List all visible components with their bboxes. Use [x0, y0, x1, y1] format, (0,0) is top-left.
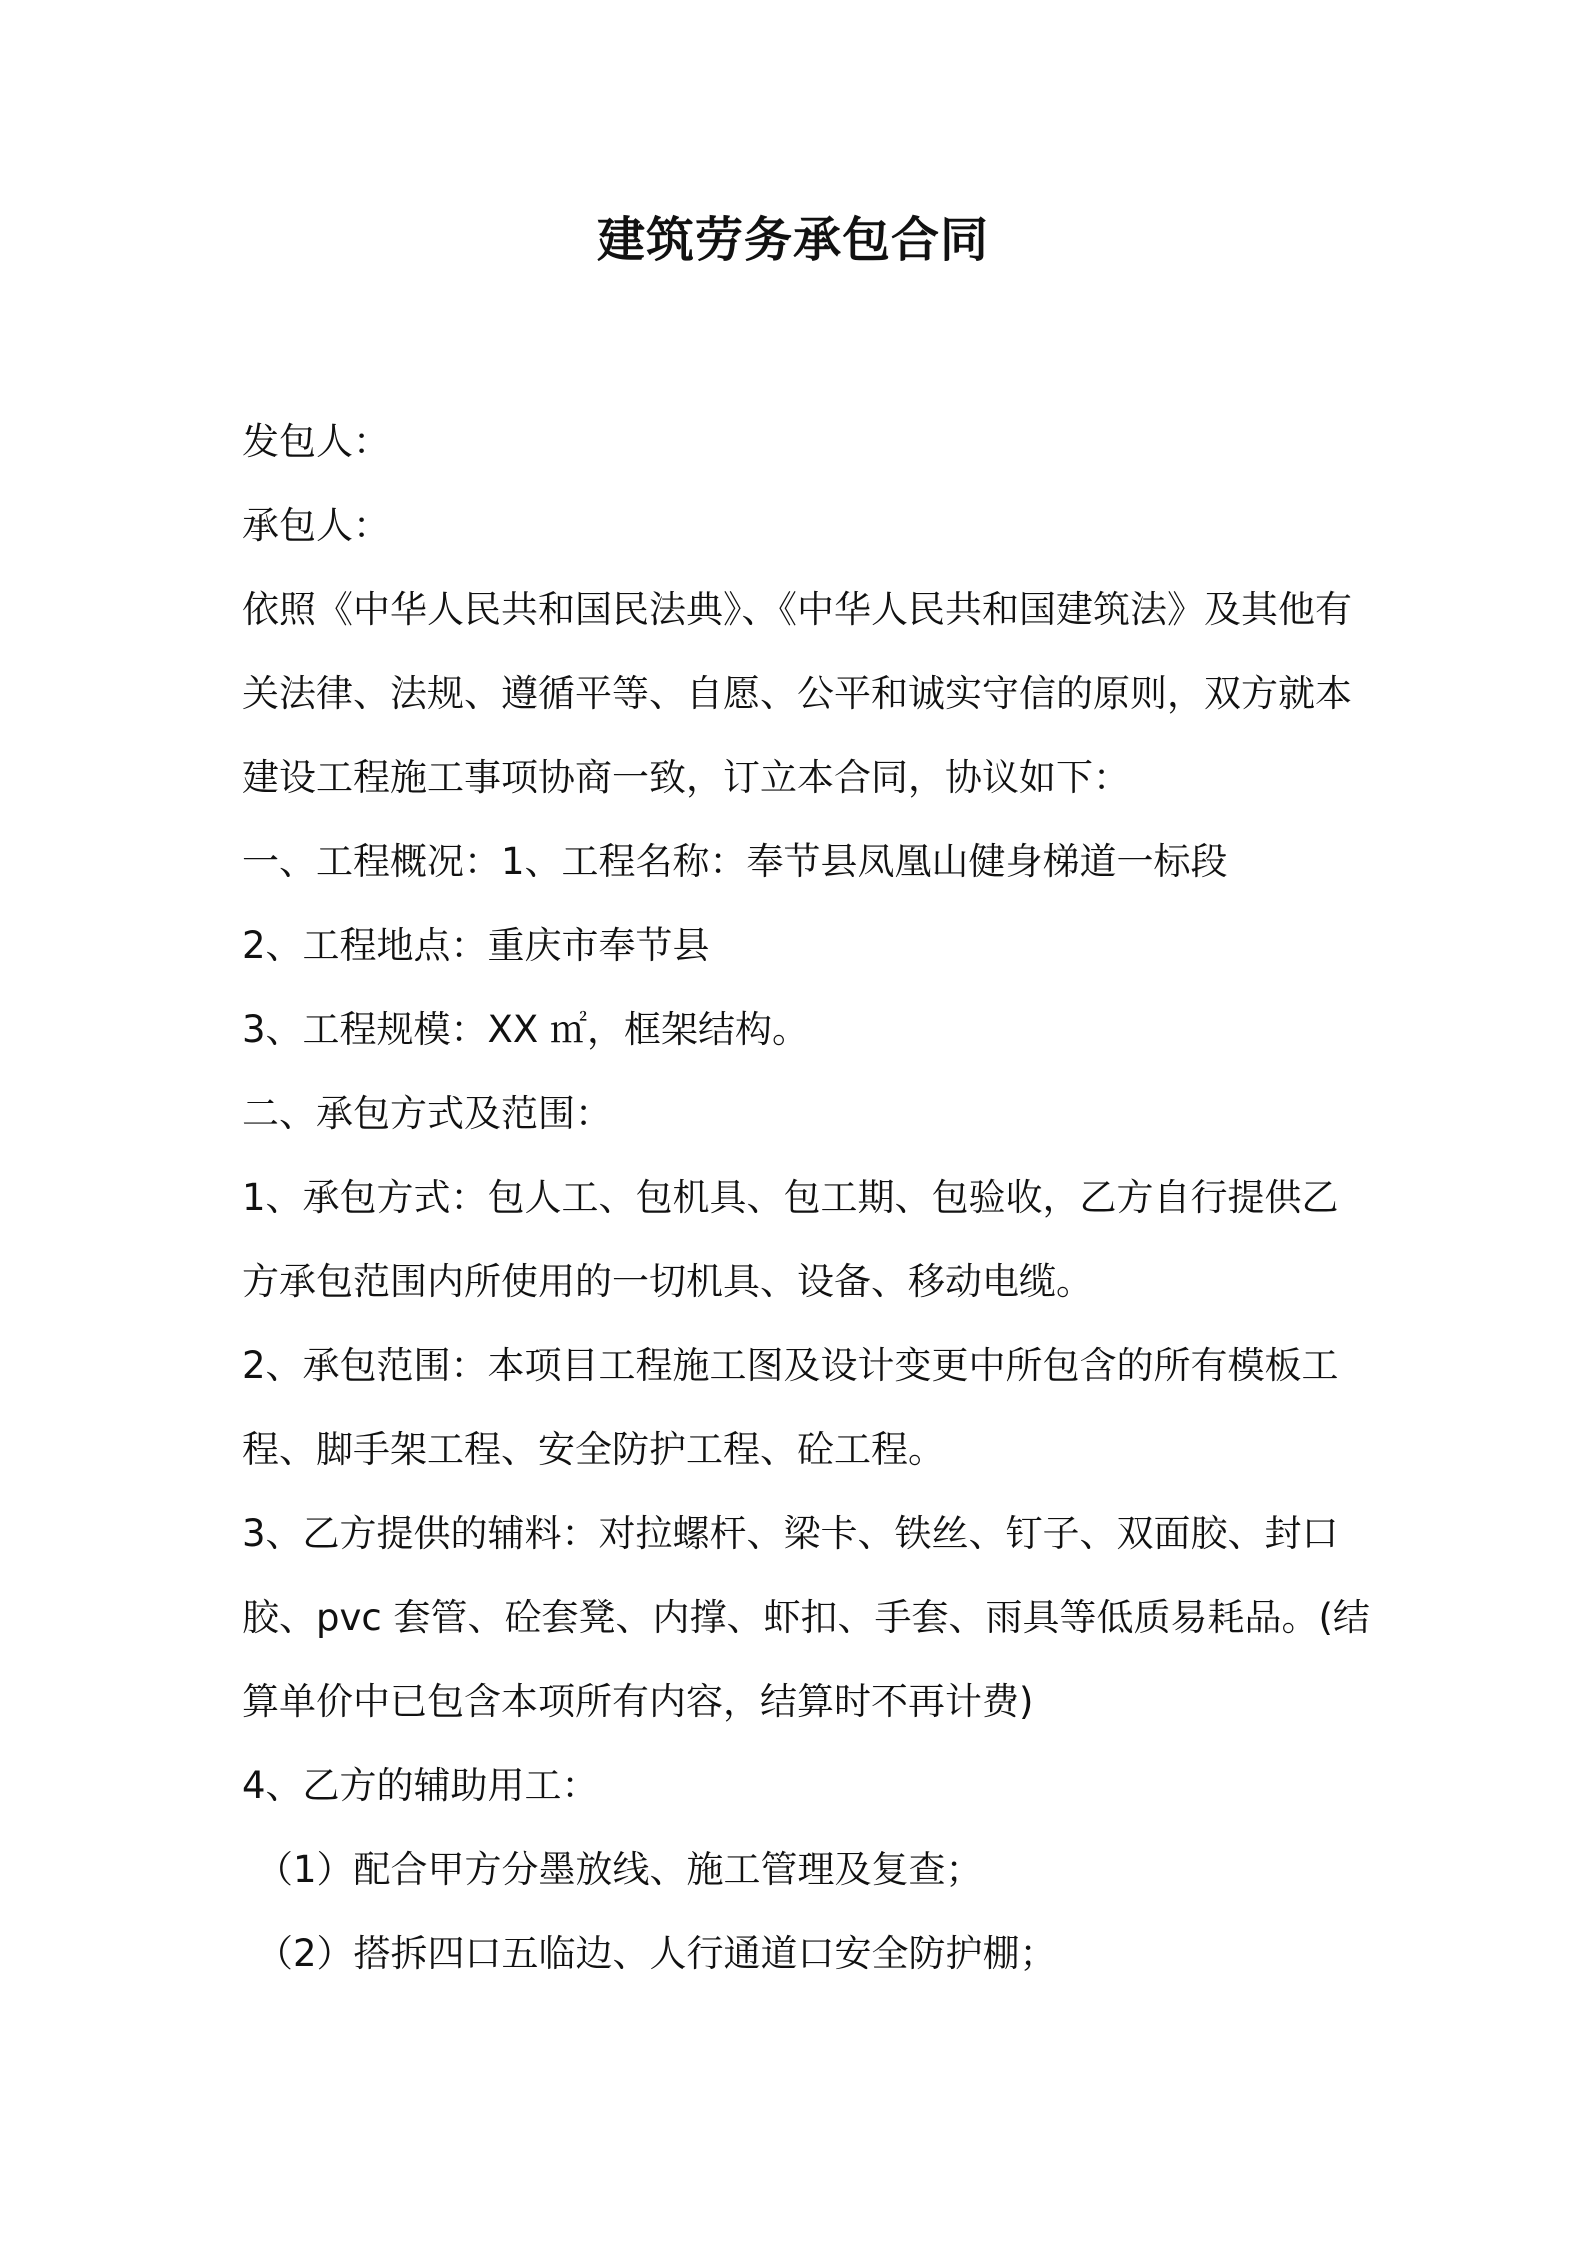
- auxiliary-labor-item-2: （2）搭拆四口五临边、人行通道口安全防护棚；: [256, 1932, 1057, 1975]
- auxiliary-labor-heading: 4、乙方的辅助用工：: [242, 1764, 599, 1807]
- section-1-project-name: 一、工程概况：1、工程名称：奉节县凤凰山健身梯道一标段: [242, 840, 1228, 883]
- auxiliary-labor-item-1: （1）配合甲方分墨放线、施工管理及复查；: [256, 1848, 983, 1891]
- party-a-line: 发包人：: [242, 420, 390, 463]
- party-b-line: 承包人：: [242, 504, 390, 547]
- materials-line-1: 3、乙方提供的辅料：对拉螺杆、梁卡、铁丝、钉子、双面胶、封口: [242, 1512, 1339, 1555]
- preamble-line-1: 依照《中华人民共和国民法典》、《中华人民共和国建筑法》及其他有: [242, 588, 1352, 631]
- preamble-line-2: 关法律、法规、遵循平等、自愿、公平和诚实守信的原则，双方就本: [242, 672, 1352, 715]
- materials-line-2: 胶、pvc 套管、砼套凳、内撑、虾扣、手套、雨具等低质易耗品。(结: [242, 1596, 1370, 1639]
- preamble-line-3: 建设工程施工事项协商一致，订立本合同，协议如下：: [242, 756, 1130, 799]
- project-scale: 3、工程规模：XX ㎡，框架结构。: [242, 1008, 809, 1051]
- document-title: 建筑劳务承包合同: [596, 212, 989, 268]
- contract-scope-line-2: 程、脚手架工程、安全防护工程、砼工程。: [242, 1428, 945, 1471]
- contract-method-line-2: 方承包范围内所使用的一切机具、设备、移动电缆。: [242, 1260, 1093, 1303]
- section-2-heading: 二、承包方式及范围：: [242, 1092, 612, 1135]
- document-body: [242, 400, 1370, 1996]
- contract-scope-line-1: 2、承包范围：本项目工程施工图及设计变更中所包含的所有模板工: [242, 1344, 1339, 1387]
- contract-method-line-1: 1、承包方式：包人工、包机具、包工期、包验收，乙方自行提供乙: [242, 1176, 1339, 1219]
- project-location: 2、工程地点：重庆市奉节县: [242, 924, 710, 967]
- materials-line-3: 算单价中已包含本项所有内容，结算时不再计费): [242, 1680, 1034, 1723]
